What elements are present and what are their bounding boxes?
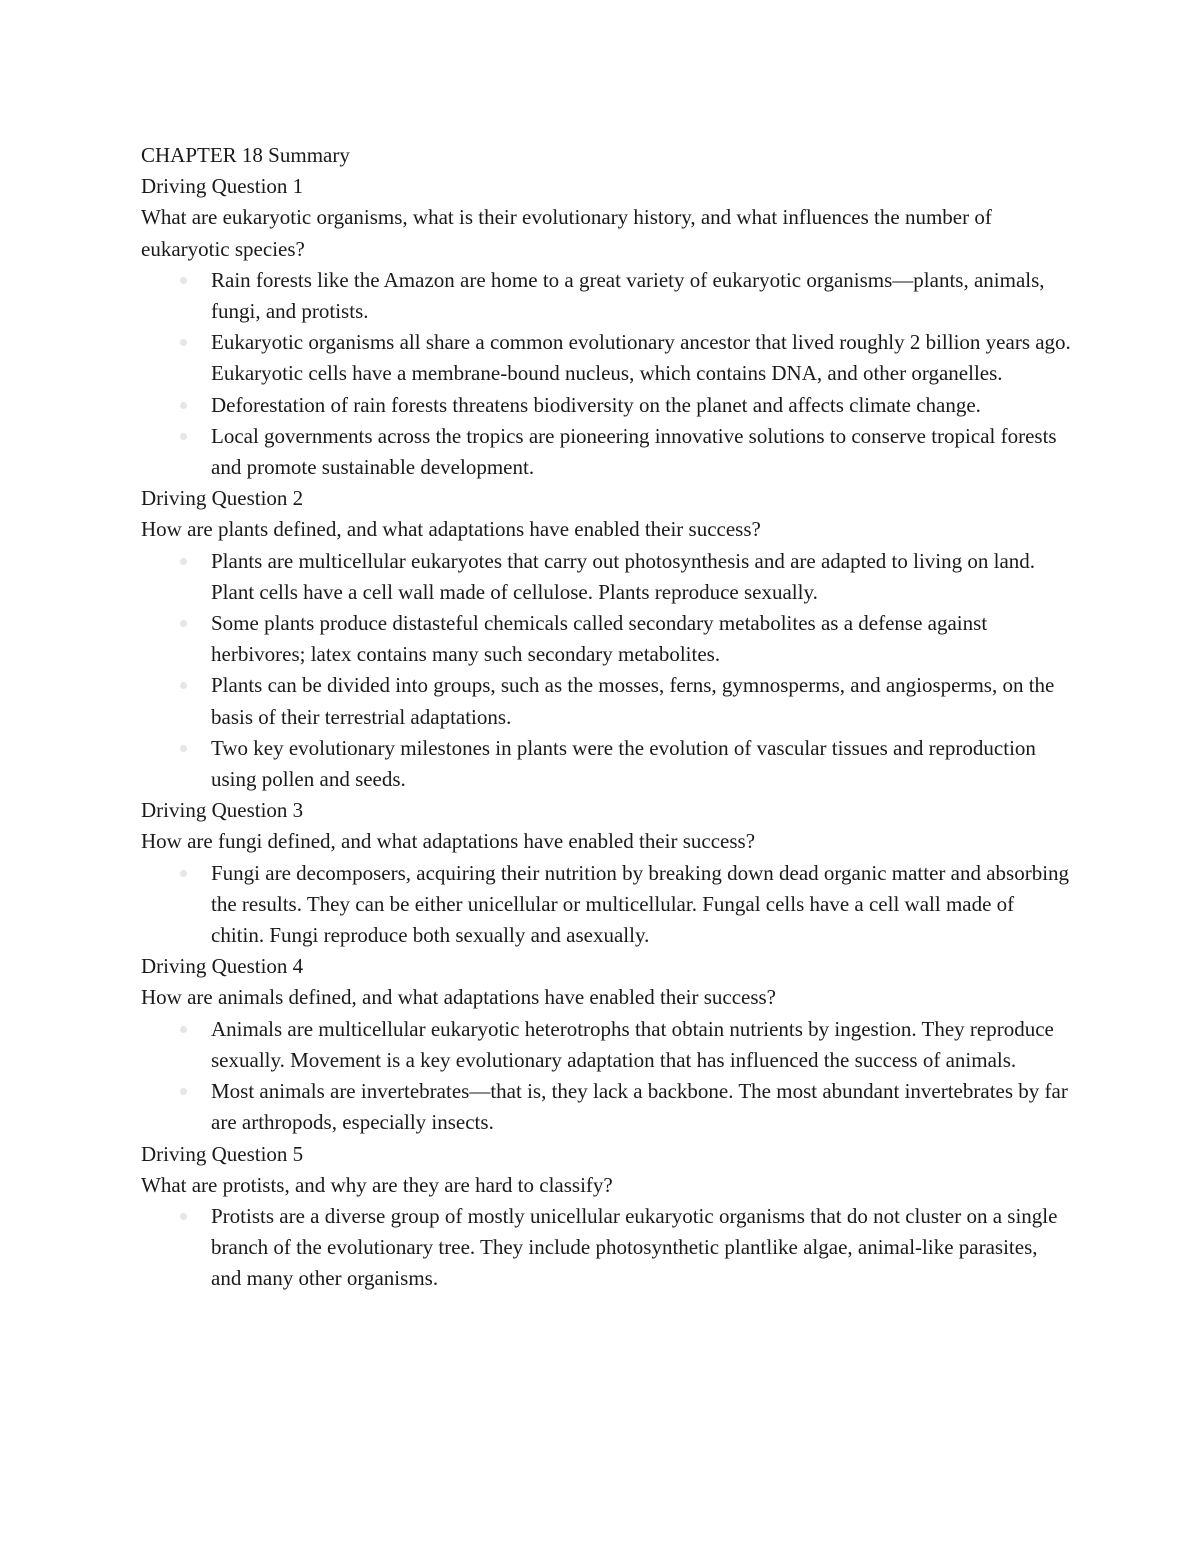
section-driving-question-3 [141,795,1071,951]
bullet-item: Fungi are decomposers, acquiring their nutrition by breaking down dead organic matter and absorbing the results. They can be either unicellular or multicellular. Fungal cells have a cell wall made of chitin. Fungi reproduce both sexually and asexually. [211,858,1071,952]
bullet-item: Plants are multicellular eukaryotes that carry out photosynthesis and are adapted to living on land. Plant cells have a cell wall made of cellulose. Plants reproduce sexually. [211,546,1071,608]
bullet-item: Deforestation of rain forests threatens biodiversity on the planet and affects climate change. [211,390,1071,421]
section-driving-question-4 [141,951,1071,1138]
bullet-item: Eukaryotic organisms all share a common evolutionary ancestor that lived roughly 2 billion years ago. Eukaryotic cells have a membrane-bound nucleus, which contains DNA, and other organelles. [211,327,1071,389]
bullet-list [141,858,1071,952]
section-driving-question-1 [141,171,1071,483]
bullet-list [141,1014,1071,1139]
bullet-list [141,546,1071,796]
section-heading: Driving Question 1 [141,174,304,199]
bullet-item: Some plants produce distasteful chemicals called secondary metabolites as a defense against herbivores; latex contains many such secondary metabolites. [211,608,1071,670]
section-question: How are plants defined, and what adaptations have enabled their success? [141,517,761,542]
bullet-item: Most animals are invertebrates—that is, they lack a backbone. The most abundant invertebrates by far are arthropods, especially insects. [211,1076,1071,1138]
section-question: How are fungi defined, and what adaptations have enabled their success? [141,829,756,854]
section-heading: Driving Question 5 [141,1141,304,1166]
section-heading: Driving Question 3 [141,798,304,823]
bullet-list [141,1201,1071,1295]
section-heading: Driving Question 2 [141,486,304,511]
section-question: What are eukaryotic organisms, what is their evolutionary history, and what influences the number of eukaryotic species? [141,205,992,261]
document-title: CHAPTER 18 Summary [141,143,350,167]
bullet-item: Local governments across the tropics are pioneering innovative solutions to conserve tropical forests and promote sustainable development. [211,421,1071,483]
section-question: What are protists, and why are they are hard to classify? [141,1172,613,1197]
section-driving-question-5 [141,1139,1071,1295]
bullet-item: Two key evolutionary milestones in plants were the evolution of vascular tissues and reproduction using pollen and seeds. [211,733,1071,795]
bullet-item: Animals are multicellular eukaryotic heterotrophs that obtain nutrients by ingestion. They reproduce sexually. Movement is a key evolutionary adaptation that has influenced the success of animals. [211,1014,1071,1076]
document-page [141,140,1071,1295]
bullet-item: Plants can be divided into groups, such as the mosses, ferns, gymnosperms, and angiosperms, on the basis of their terrestrial adaptations. [211,670,1071,732]
bullet-list [141,265,1071,483]
section-heading: Driving Question 4 [141,954,304,979]
section-question: How are animals defined, and what adaptations have enabled their success? [141,985,777,1010]
bullet-item: Rain forests like the Amazon are home to a great variety of eukaryotic organisms—plants, animals, fungi, and protists. [211,265,1071,327]
section-driving-question-2 [141,483,1071,795]
bullet-item: Protists are a diverse group of mostly unicellular eukaryotic organisms that do not cluster on a single branch of the evolutionary tree. They include photosynthetic plantlike algae, animal-like parasites, and many other organisms. [211,1201,1071,1295]
